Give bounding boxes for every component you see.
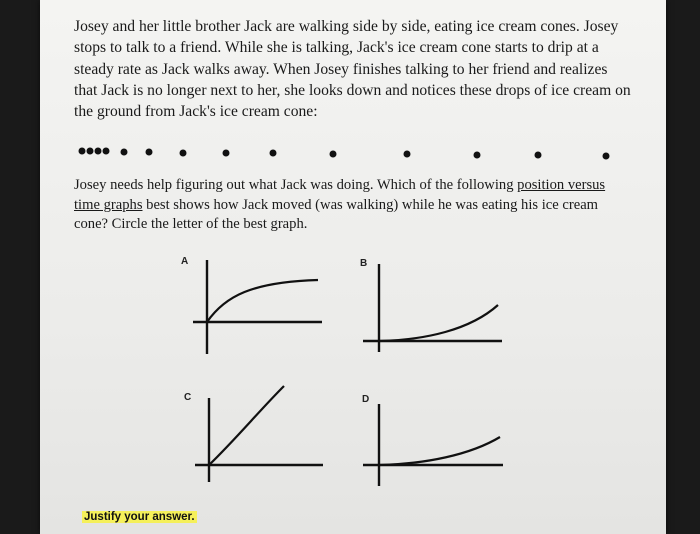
graph-options [40,0,666,534]
justify-prompt: Justify your answer. [84,511,195,523]
graph-b-curve [379,305,498,341]
question-rest: best shows how Jack moved (was walking) while he was eating his ice cream cone? Circle the letter of the best graph. [74,196,599,233]
worksheet-page [40,0,666,534]
position-time-link: position versus time graphs [74,177,606,213]
graph-b-label: B [360,258,368,269]
question-lead: Josey needs help figuring out what Jack was doing. Which of the following [74,177,518,193]
graph-b [363,264,502,352]
graph-c [195,386,323,482]
graph-a [193,260,322,354]
graph-d-label: D [362,394,370,405]
graph-a-curve [207,280,318,322]
graph-c-label: C [184,392,192,403]
graph-c-curve [209,386,284,465]
graph-d-curve [379,437,500,465]
graph-d [363,404,503,486]
graph-a-label: A [181,256,189,267]
problem-intro: Josey and her little brother Jack are walking side by side, eating ice cream cones. Josey stops to talk to a friend. While she is talking, Jack's ice cream cone starts to drip at a steady rate as Jack walks away. When Josey finishes talking to her friend and realizes that Jack is no longer next to her, she looks down and notices these drops of ice cream on the ground from Jack's ice cream cone: [74,18,631,121]
